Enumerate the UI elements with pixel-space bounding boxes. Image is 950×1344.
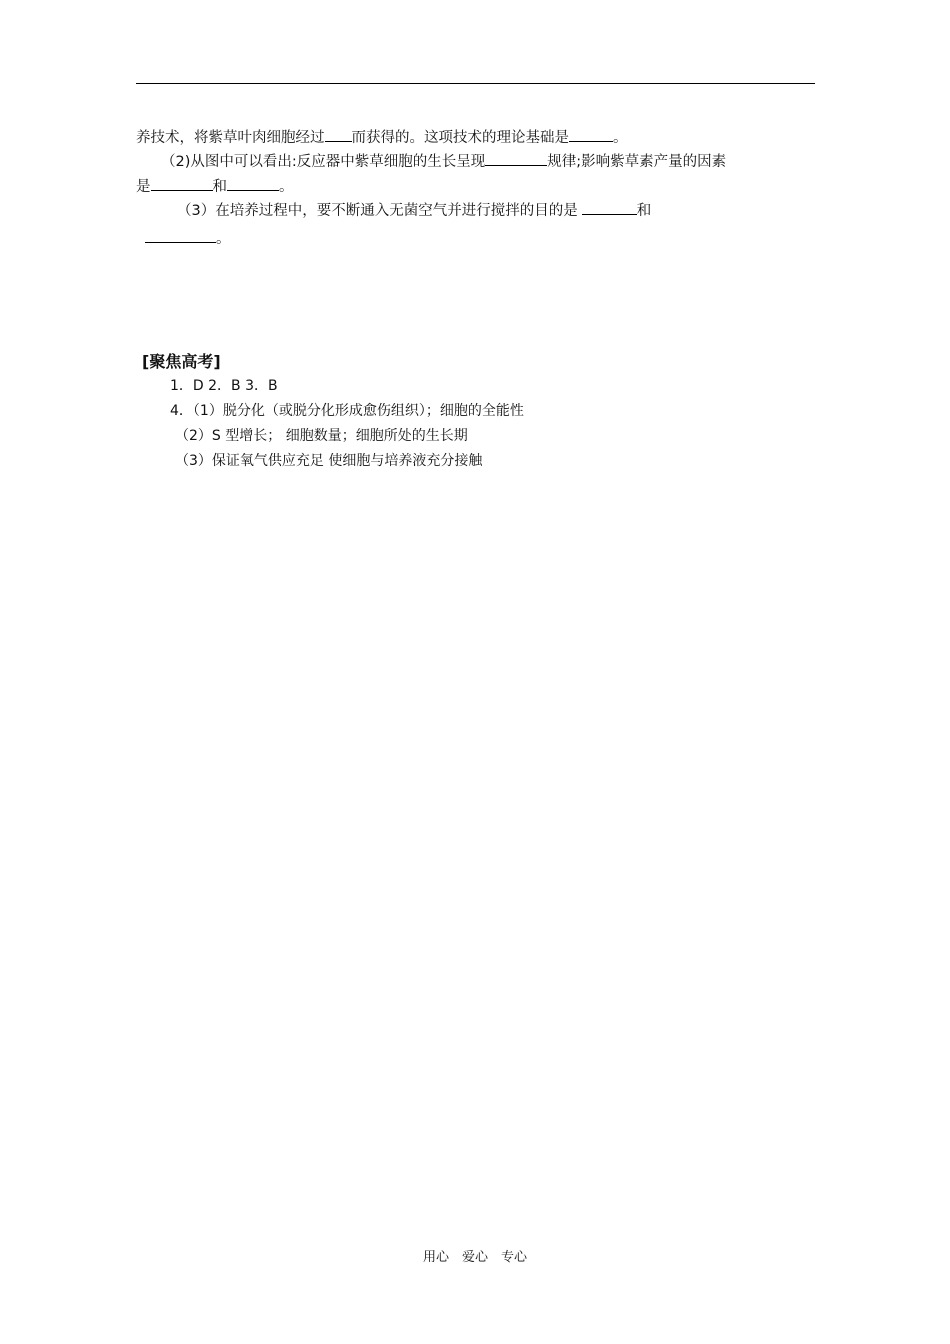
question-line-5	[145, 228, 231, 249]
answer-blank	[227, 176, 279, 191]
question-text: 和	[212, 179, 227, 195]
question-text: 养技术，将紫草叶肉细胞经过	[136, 130, 325, 146]
answer-blank	[145, 228, 216, 243]
answer-blank	[325, 127, 352, 142]
answer-blank	[582, 200, 637, 215]
question-text: （2)从图中可以看出:反应器中紫草细胞的生长呈现	[161, 154, 486, 170]
answer-line-1: 1．D 2．B 3．B	[170, 378, 278, 394]
question-text: 是	[136, 179, 151, 195]
question-text: 。	[279, 179, 294, 195]
question-text: （3）在培养过程中，要不断通入无菌空气并进行搅拌的目的是	[177, 203, 578, 219]
page-footer: 用心 爱心 专心	[422, 1250, 527, 1265]
question-text: 。	[613, 130, 628, 146]
question-line-4	[177, 200, 651, 221]
question-text: 而获得的。这项技术的理论基础是	[351, 130, 569, 146]
question-text: 和	[636, 203, 652, 219]
section-title: [聚焦高考]	[142, 352, 221, 371]
answer-line-2: 4．（1）脱分化（或脱分化形成愈伤组织）；细胞的全能性	[170, 403, 524, 419]
answer-line-3: （2）S 型增长； 细胞数量；细胞所处的生长期	[175, 428, 468, 444]
question-text: 。	[216, 231, 231, 247]
answer-blank	[485, 151, 547, 166]
question-line-2	[161, 151, 726, 172]
question-text: 规律;影响紫草素产量的因素	[547, 154, 727, 170]
question-line-1	[136, 127, 628, 148]
answer-blank	[569, 127, 613, 142]
header-rule	[136, 83, 815, 84]
answer-blank	[151, 176, 213, 191]
answer-line-4: （3）保证氧气供应充足 使细胞与培养液充分接触	[175, 453, 483, 469]
question-line-3	[136, 176, 294, 197]
